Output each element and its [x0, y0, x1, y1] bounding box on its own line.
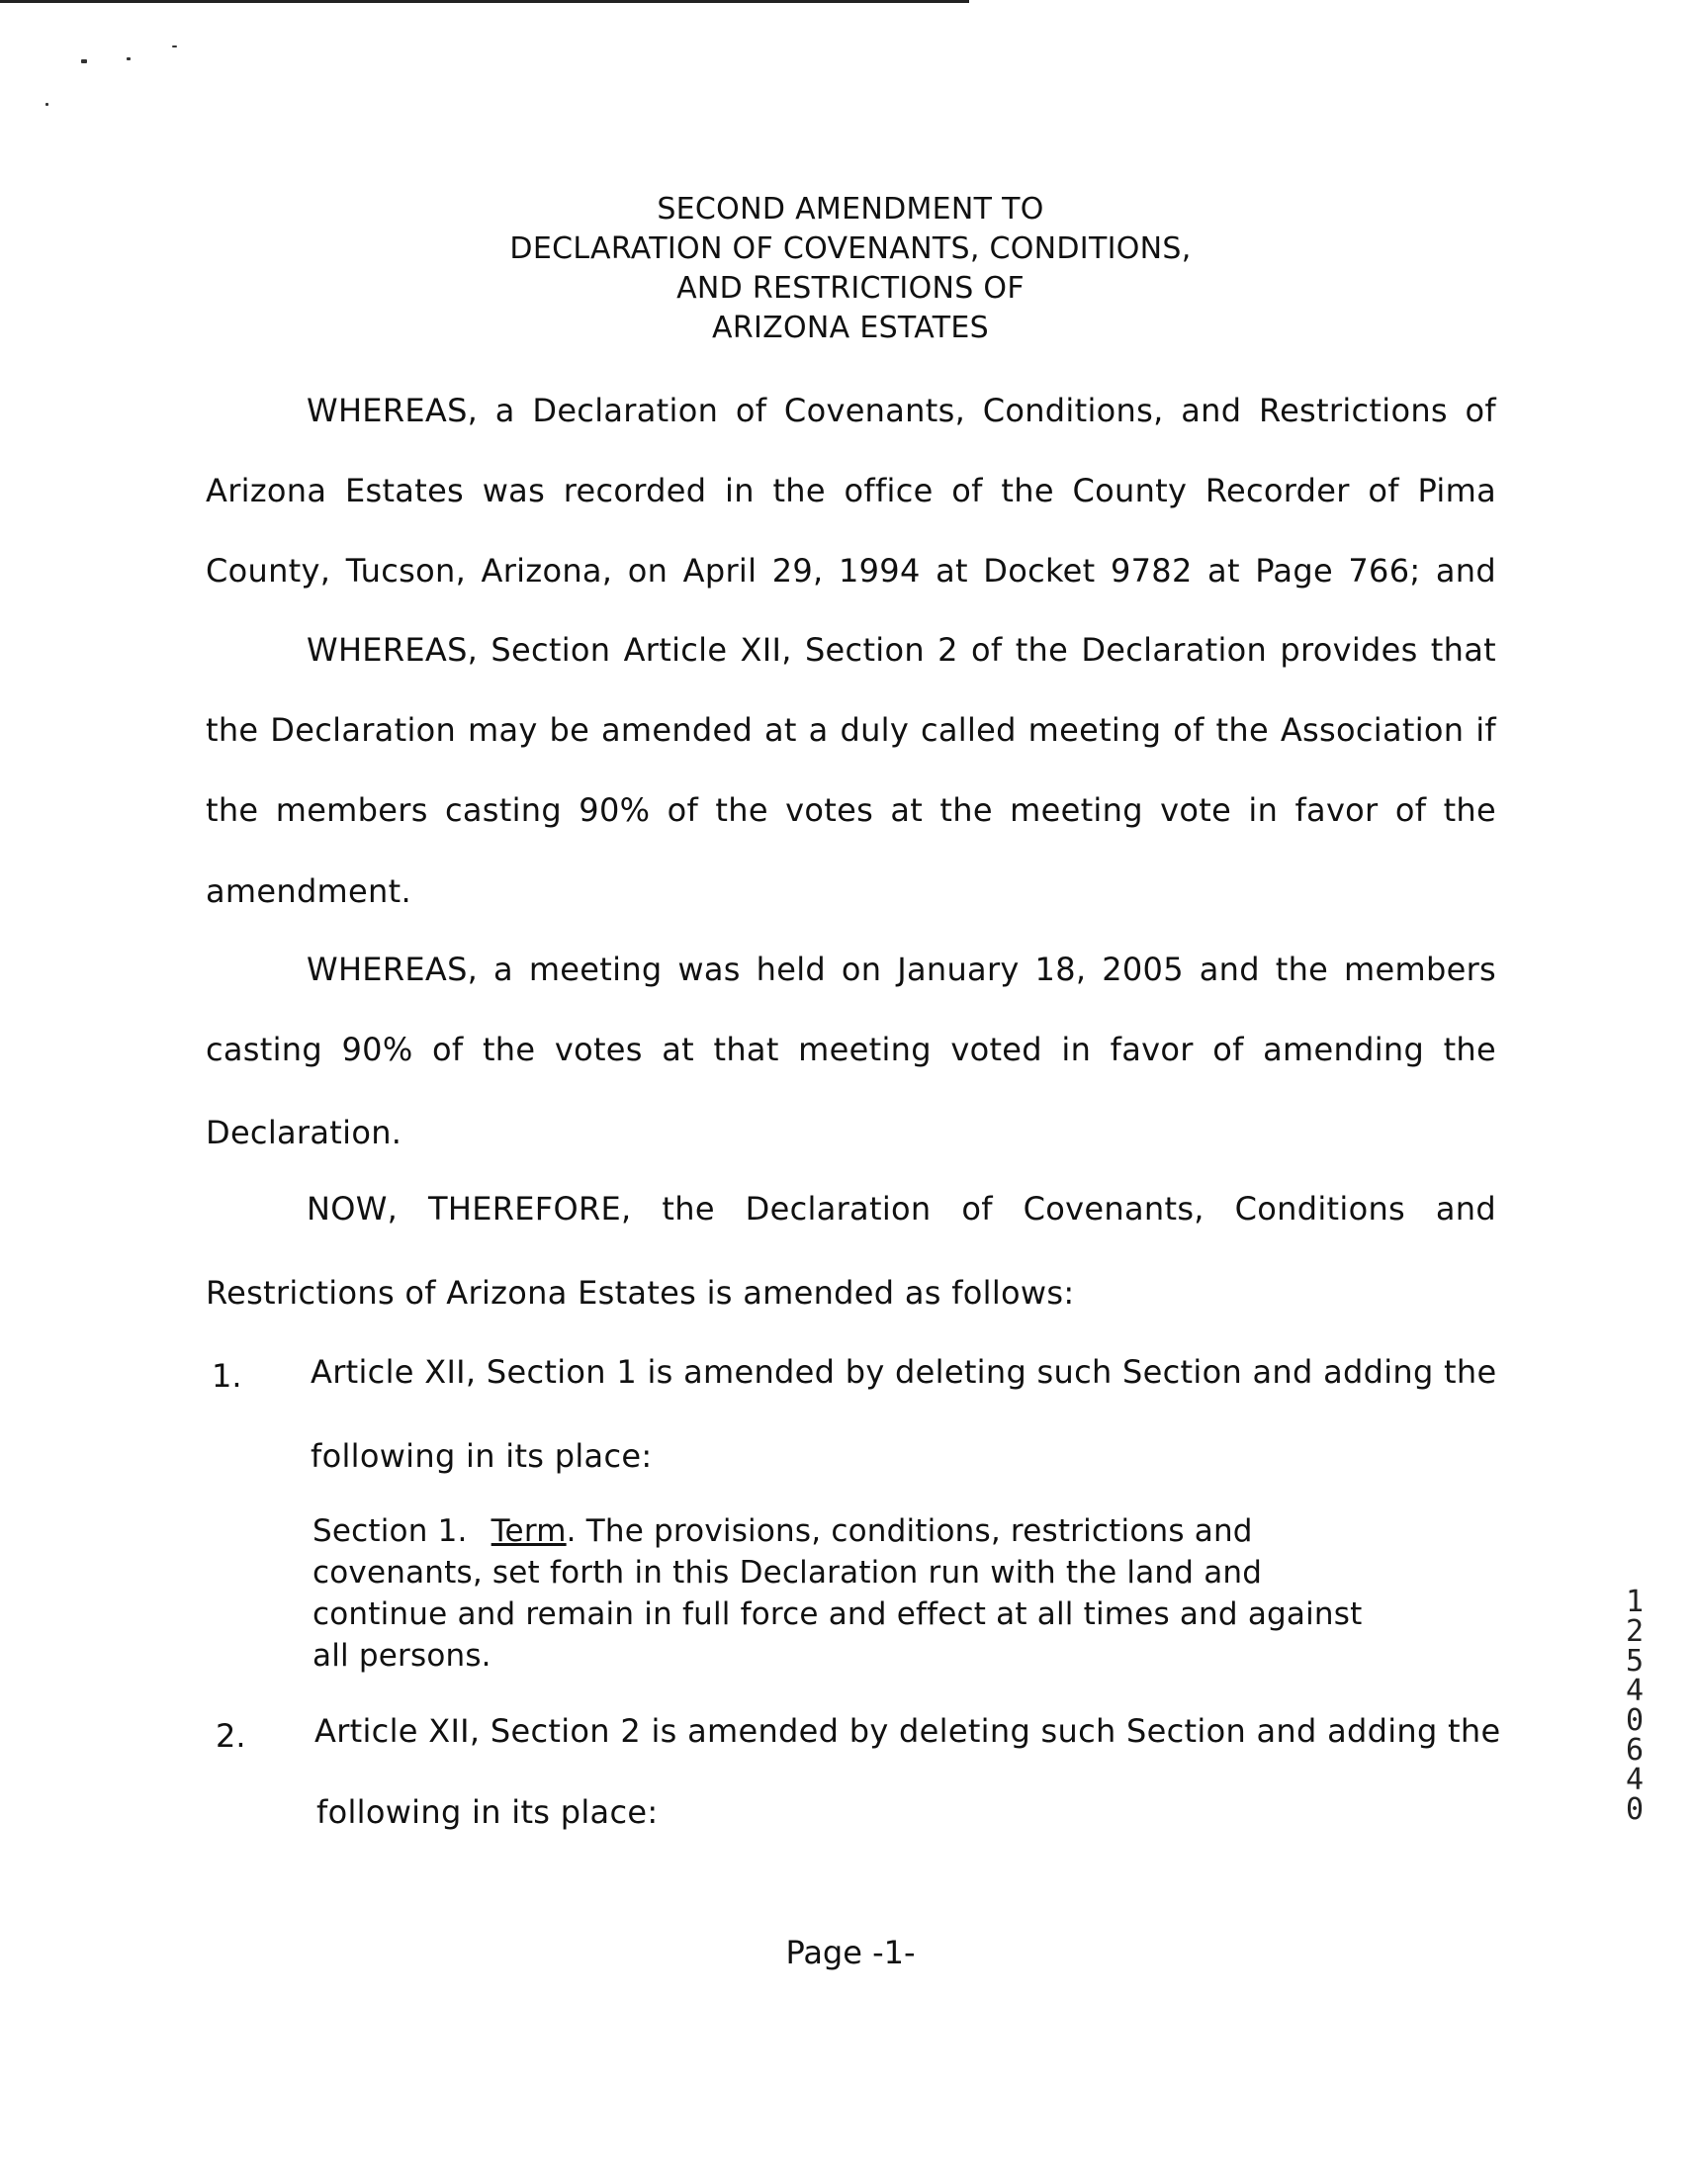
block-line-text: . The provisions, conditions, restrictions and: [566, 1513, 1253, 1549]
recording-stamp: [1617, 1585, 1652, 1827]
item-number: 1.: [212, 1357, 242, 1395]
item-text-line: Article XII, Section 1 is amended by deleting such Section and adding the: [311, 1353, 1497, 1391]
title-line: ARIZONA ESTATES: [712, 311, 989, 345]
scan-speck: [45, 103, 48, 106]
title-line: AND RESTRICTIONS OF: [676, 271, 1025, 306]
text-line: Restrictions of Arizona Estates is amended as follows:: [206, 1274, 1075, 1312]
text-line: NOW, THEREFORE, the Declaration of Covenants, Conditions and: [307, 1190, 1496, 1228]
block-line: covenants, set forth in this Declaration run with the land and: [312, 1555, 1263, 1591]
text-line: the members casting 90% of the votes at the meeting vote in favor of the: [206, 791, 1496, 829]
scan-speck: [172, 46, 177, 47]
block-line: continue and remain in full force and effect at all times and against: [312, 1596, 1363, 1632]
section-label: Section 1.: [312, 1513, 468, 1549]
item-number: 2.: [216, 1717, 246, 1755]
text-line: WHEREAS, a meeting was held on January 18, 2005 and the members: [307, 951, 1496, 988]
scan-speck: [81, 59, 87, 63]
section-1-term-block: [312, 1510, 1402, 1677]
term-heading: Term: [491, 1513, 567, 1549]
text-line: Arizona Estates was recorded in the office of the County Recorder of Pima: [206, 472, 1496, 509]
block-line: [312, 1510, 1402, 1552]
document-title: [257, 190, 1444, 348]
text-line: WHEREAS, Section Article XII, Section 2 of the Declaration provides that: [307, 631, 1496, 669]
text-line: County, Tucson, Arizona, on April 29, 1994 at Docket 9782 at Page 766; and: [206, 552, 1496, 590]
page-number: Page -1-: [785, 1934, 916, 1971]
block-line: all persons.: [312, 1638, 491, 1674]
stamp-text: 1254 0640: [1625, 1585, 1645, 1827]
item-text-line: following in its place:: [316, 1793, 659, 1831]
item-text-line: following in its place:: [311, 1437, 653, 1475]
text-line: Declaration.: [206, 1114, 402, 1151]
title-line: SECOND AMENDMENT TO: [657, 192, 1044, 227]
title-line: DECLARATION OF COVENANTS, CONDITIONS,: [509, 231, 1192, 266]
text-line: WHEREAS, a Declaration of Covenants, Conditions, and Restrictions of: [307, 392, 1496, 429]
scan-speck: [127, 57, 131, 60]
text-line: amendment.: [206, 872, 411, 910]
text-line: casting 90% of the votes at that meeting voted in favor of amending the: [206, 1031, 1496, 1068]
item-text-line: Article XII, Section 2 is amended by deleting such Section and adding the: [314, 1712, 1501, 1750]
text-line: the Declaration may be amended at a duly called meeting of the Association if: [206, 711, 1496, 749]
scan-top-rule: [0, 0, 969, 3]
